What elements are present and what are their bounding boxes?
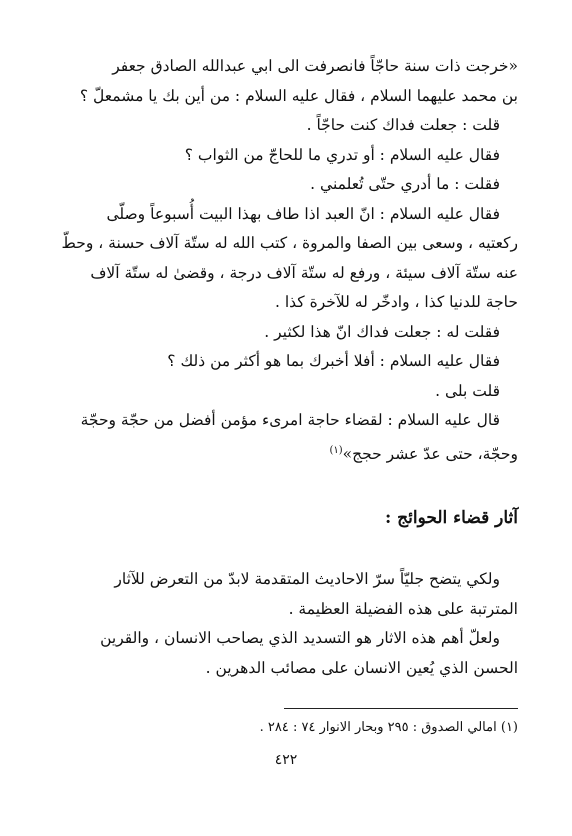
page-number: ٤٢٢ (274, 752, 298, 768)
text-line: ولعلّ أهم هذه الاثار هو التسديد الذي يصاحب الانسان ، والقرين (100, 629, 500, 647)
text-line: قلت : جعلت فداك كنت حاجّاً . (306, 116, 500, 134)
text-line: قلت بلى . (435, 381, 500, 400)
text-line: ولكي يتضح جليّاً سرّ الاحاديث المتقدمة لابدّ من التعرض للآثار (114, 570, 500, 588)
text-line: عنه ستّة آلاف سيئة ، ورفع له ستّة آلاف درجة ، وقضىٰ له ستّة آلاف (90, 263, 518, 282)
text-line: حاجة للدنيا كذا ، وادخّر له للآخرة كذا . (275, 293, 518, 311)
footnote: (١) امالي الصدوق : ٢٩٥ وبحار الانوار ٧٤ : ٢٨٤ . (259, 720, 518, 735)
text-line: فقلت : ما أدري حتّى تُعلمني . (310, 175, 500, 193)
text-line: قال عليه السلام : لقضاء حاجة امرىء مؤمن أفضل من حجّة وحجّة (80, 411, 500, 429)
section-heading: آثار قضاء الحوائج : (384, 508, 518, 528)
text-line: فقال عليه السلام : انّ العبد اذا طاف بهذا البيت أُسبوعاً وصلّى (106, 204, 500, 223)
text-line: فقال عليه السلام : أو تدري ما للحاجّ من الثواب ؟ (184, 145, 500, 164)
text-line: ركعتيه ، وسعى بين الصفا والمروة ، كتب الله له ستّة آلاف حسنة ، وحطّ (61, 234, 518, 252)
section-text (50, 565, 518, 683)
main-text (50, 52, 518, 465)
footnote-divider (284, 708, 518, 709)
text-line: المترتبة على هذه الفضيلة العظيمة . (288, 599, 518, 618)
text-line: «خرجت ذات سنة حاجّاً فانصرفت الى ابي عبدالله الصادق جعفر (112, 57, 518, 75)
text-line: فقال عليه السلام : أفلا أخبرك بما هو أكثر من ذلك ؟ (167, 352, 500, 370)
text-line-content: وحجّة، حتى عدّ عشر حجج» (342, 444, 518, 463)
text-line: بن محمد عليهما السلام ، فقال عليه السلام : من أين بك يا مشمعلّ ؟ (79, 86, 518, 105)
text-line: فقلت له : جعلت فداك انّ هذا لكثير . (264, 322, 500, 341)
text-line: الحسن الذي يُعين الانسان على مصائب الدهرين . (205, 658, 518, 677)
text-line (50, 436, 518, 466)
footnote-marker: (١) (329, 444, 343, 456)
